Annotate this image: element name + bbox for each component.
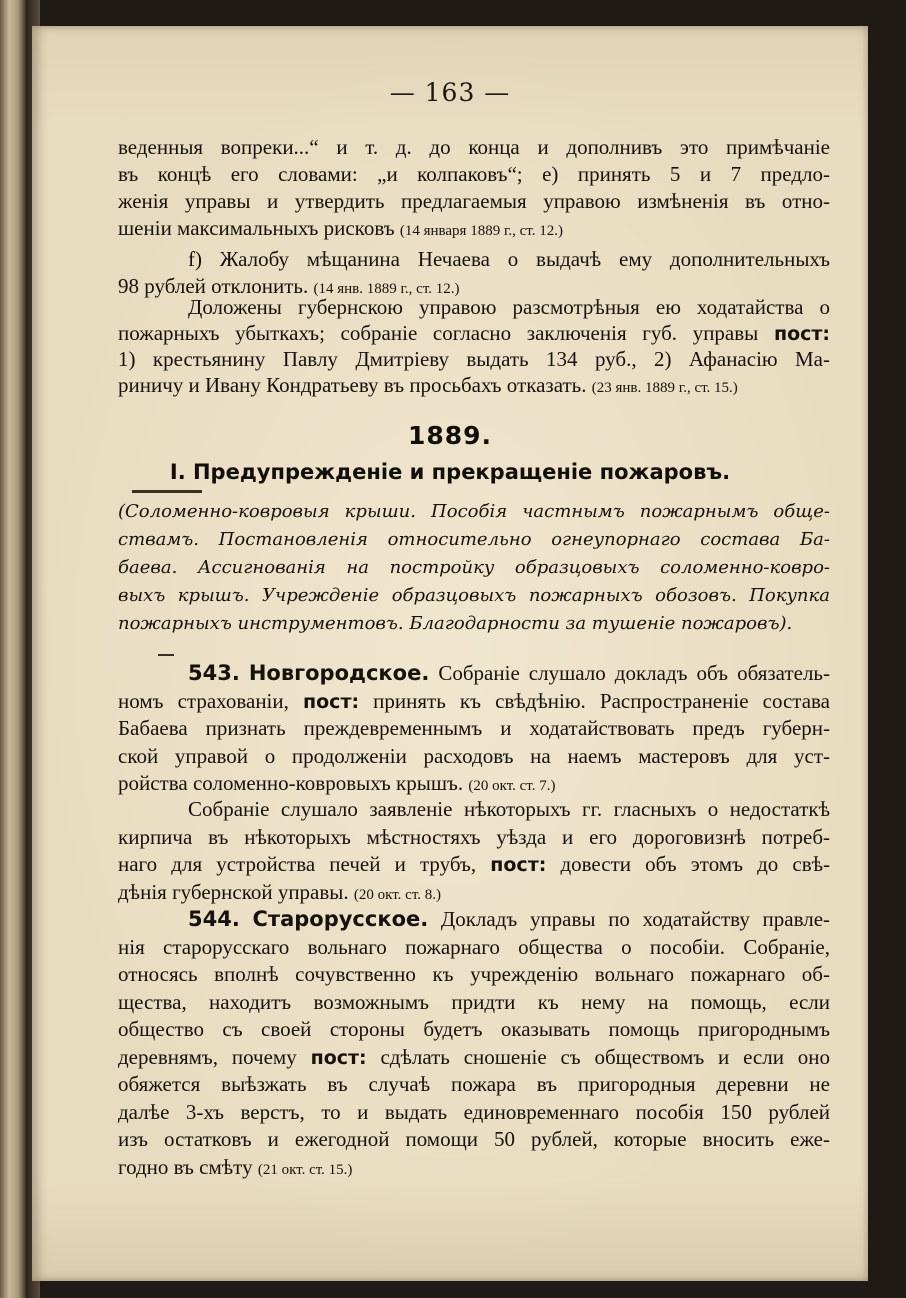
section-summary [118, 498, 830, 638]
book-page [32, 26, 868, 1281]
text-fragment: дѣнія губернской управы. [118, 879, 349, 904]
summary-line: выхъ крышъ. Учрежденіе образцовыхъ пожарныхъ обозовъ. Покупка [118, 585, 830, 606]
text-line: Собраніе слушало заявленіе нѣкоторыхъ гг. гласныхъ о недостаткѣ [188, 797, 830, 821]
text-fragment: деревнямъ, почему [118, 1044, 297, 1069]
text-line: 1) крестьянину Павлу Дмитріеву выдать 134 руб., 2) Афанасію Ма- [118, 347, 830, 371]
text-fragment: Докладъ управы по ходатайству правле- [440, 907, 831, 931]
text-line: кирпича въ нѣкоторыхъ мѣстностяхъ уѣзда и его дороговизнѣ потреб- [118, 824, 830, 849]
text-line [118, 320, 830, 346]
text-fragment: годно въ смѣту [118, 1154, 253, 1179]
text-line [118, 1154, 830, 1182]
text-line: обяжется выѣзжать въ случаѣ пожара въ пригородныя деревни не [118, 1072, 830, 1096]
paragraph-complaint [118, 246, 830, 300]
text-line: Доложены губернскою управою разсмотрѣныя ею ходатайства о [188, 295, 830, 319]
text-line: веденныя вопреки...“ и т. д. до конца и дополнивъ это примѣчаніе [118, 135, 830, 159]
summary-line: пожарныхъ инструментовъ. Благодарности за тушеніе пожаровъ). [118, 613, 793, 634]
reference-note: (21 окт. ст. 15.) [257, 1161, 353, 1178]
text-line: изъ остатковъ и ежегодной помощи 50 рублей, которые вносить еже- [118, 1127, 830, 1151]
text-fragment: 98 рублей отклонить. [118, 274, 309, 298]
entry-place: Новгородское. [248, 661, 430, 685]
text-fragment: шеніи максимальныхъ рисковъ [118, 216, 395, 240]
text-line: относясь вполнѣ сочувственно къ учрежденію вольнаго пожарнаго об- [118, 962, 830, 986]
text-fragment: ройства соломенно-ковровыхъ крышъ. [118, 771, 464, 795]
text-line [118, 879, 830, 907]
text-line: Бабаева признать преждевременнымъ и ходатайствовать предъ губерн- [118, 716, 830, 740]
paragraph-continuation [118, 134, 830, 242]
text-line: женія управы и утвердить предлагаемыя управою измѣненія въ отно- [118, 189, 830, 213]
reference-note: (20 окт. ст. 7.) [468, 778, 556, 794]
book-spine [0, 0, 26, 1298]
paragraph-bricks [118, 796, 830, 906]
summary-line: баева. Ассигнованія на постройку образцовыхъ соломенно-ковро- [118, 557, 830, 578]
text-fragment: риничу и Ивану Кондратьеву въ просьбахъ отказать. [118, 373, 587, 397]
text-line [118, 906, 830, 934]
text-line: далѣе 3-хъ верстъ, то и выдать единовременнаго пособія 150 рублей [118, 1099, 830, 1124]
section-title: I. Предупрежденіе и прекращеніе пожаровъ. [169, 460, 731, 484]
text-fragment: принять къ свѣдѣнію. Распространеніе состава [373, 688, 830, 713]
reference-note: (23 янв. 1889 г., ст. 15.) [591, 380, 738, 396]
text-line [118, 660, 830, 688]
text-fragment: наго для устройства печей и трубъ, [118, 852, 477, 876]
text-line [118, 215, 830, 242]
reference-note: (14 января 1889 г., ст. 12.) [399, 223, 563, 239]
text-line: щества, находитъ возможнымъ придти къ нему на помощь, если [118, 989, 830, 1014]
text-fragment: пожарныхъ убыткахъ; собраніе согласно заключенія губ. управы [118, 321, 759, 345]
resolution-marker: пост: [310, 1046, 367, 1069]
resolution-marker: пост: [490, 854, 547, 876]
text-fragment: Собраніе слушало докладъ объ обязатель- [438, 661, 831, 685]
summary-line: (Соломенно-ковровыя крыши. Пособія частнымъ пожарнымъ обще- [118, 501, 830, 522]
reference-note: (20 окт. ст. 8.) [353, 886, 441, 903]
text-line: въ концѣ его словами: „и колпаковъ“; е) принять 5 и 7 предло- [118, 162, 830, 186]
entry-place: Старорусское. [252, 907, 429, 931]
text-line: f) Жалобу мѣщанина Нечаева о выдачѣ ему дополнительныхъ [188, 247, 830, 271]
summary-line: ствамъ. Постановленія относительно огнеупорнаго состава Ба- [118, 529, 830, 550]
text-line [118, 1044, 830, 1072]
text-line: ской управой о продолженіи расходовъ на наемъ мастеровъ для уст- [118, 743, 830, 768]
resolution-marker: пост: [773, 323, 830, 345]
resolution-marker: пост: [303, 690, 360, 713]
entry-544 [118, 906, 830, 1181]
text-line [118, 851, 830, 879]
text-line [118, 372, 830, 398]
text-line [118, 688, 830, 716]
text-line [118, 770, 830, 798]
ink-mark [132, 490, 202, 493]
reference-note: (14 янв. 1889 г., ст. 12.) [313, 281, 460, 297]
entry-number: 544. [188, 907, 240, 931]
year-heading: 1889. [407, 421, 493, 450]
ink-mark [158, 654, 174, 656]
page-number: — 163 — [389, 78, 511, 107]
entry-543 [118, 660, 830, 798]
text-fragment: сдѣлать сношеніе съ обществомъ и если оно [380, 1044, 831, 1069]
paragraph-fire-losses [118, 294, 830, 398]
text-line: общество съ своей стороны будетъ оказывать помощь пригороднымъ [118, 1017, 830, 1041]
text-fragment: довести объ этомъ до свѣ- [560, 852, 831, 876]
text-line: нія старорусскаго вольнаго пожарнаго общества о пособіи. Собраніе, [118, 934, 830, 959]
text-fragment: номъ страхованіи, [118, 688, 289, 713]
entry-number: 543. [188, 661, 240, 685]
